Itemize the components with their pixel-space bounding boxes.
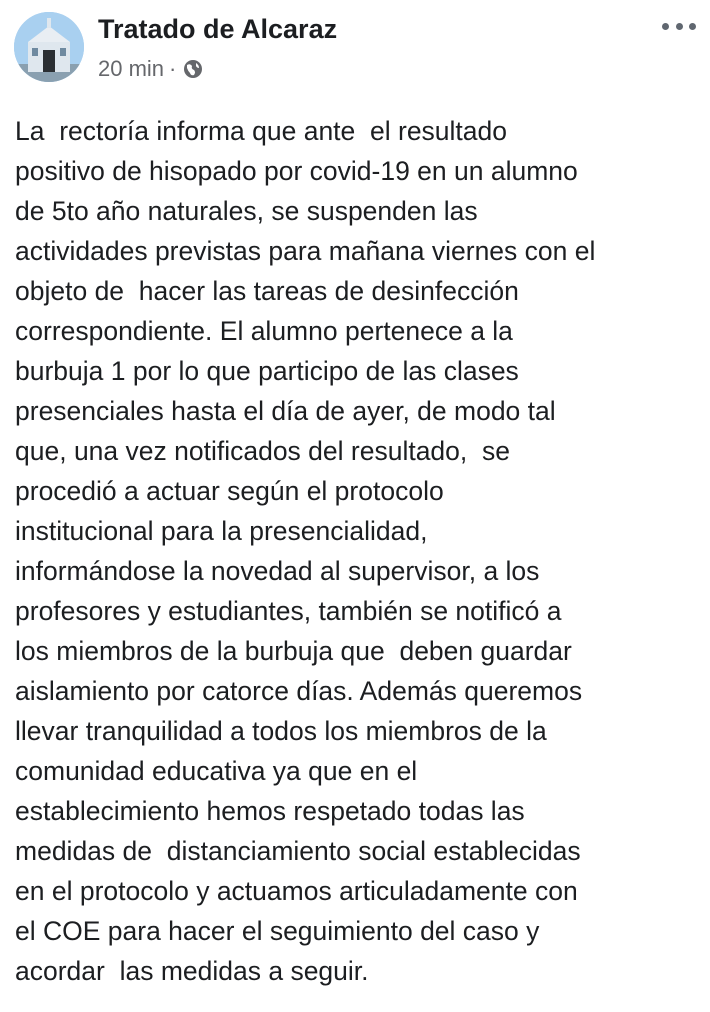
more-dot [676, 23, 683, 30]
avatar[interactable] [14, 12, 84, 82]
chapel-photo [14, 12, 84, 82]
post-timestamp[interactable]: 20 min [98, 56, 165, 81]
post-header [0, 0, 710, 100]
globe-icon [183, 59, 203, 79]
post-meta [98, 56, 203, 82]
more-dot [662, 23, 669, 30]
more-dot [689, 23, 696, 30]
author-name[interactable]: Tratado de Alcaraz [98, 14, 338, 44]
post-body-text: La rectoría informa que ante el resultado positivo de hisopado por covid-19 en un alumno de 5to año naturales, se suspenden las actividades previstas para mañana viernes con el objeto de hacer las tareas de desinfección correspondiente. El alumno pertenece a la burbuja 1 por lo que participo de las clases presenciales hasta el día de ayer, de modo tal que, una vez notificados del resultado, se procedió a actuar según el protocolo institucional para la presencialidad, informándose la novedad al supervisor, a los profesores y estudiantes, también se notificó a los miembros de la burbuja que deben guardar aislamiento por catorce días. Además queremos llevar tranquilidad a todos los miembros de la comunidad educativa ya que en el establecimiento hemos respetado todas las medidas de distanciamiento social establecidas en el protocolo y actuamos articuladamente con el COE para hacer el seguimiento del caso y acordar las medidas a seguir. [15, 116, 596, 986]
more-options-icon[interactable] [662, 14, 696, 38]
meta-separator: · [169, 56, 177, 81]
